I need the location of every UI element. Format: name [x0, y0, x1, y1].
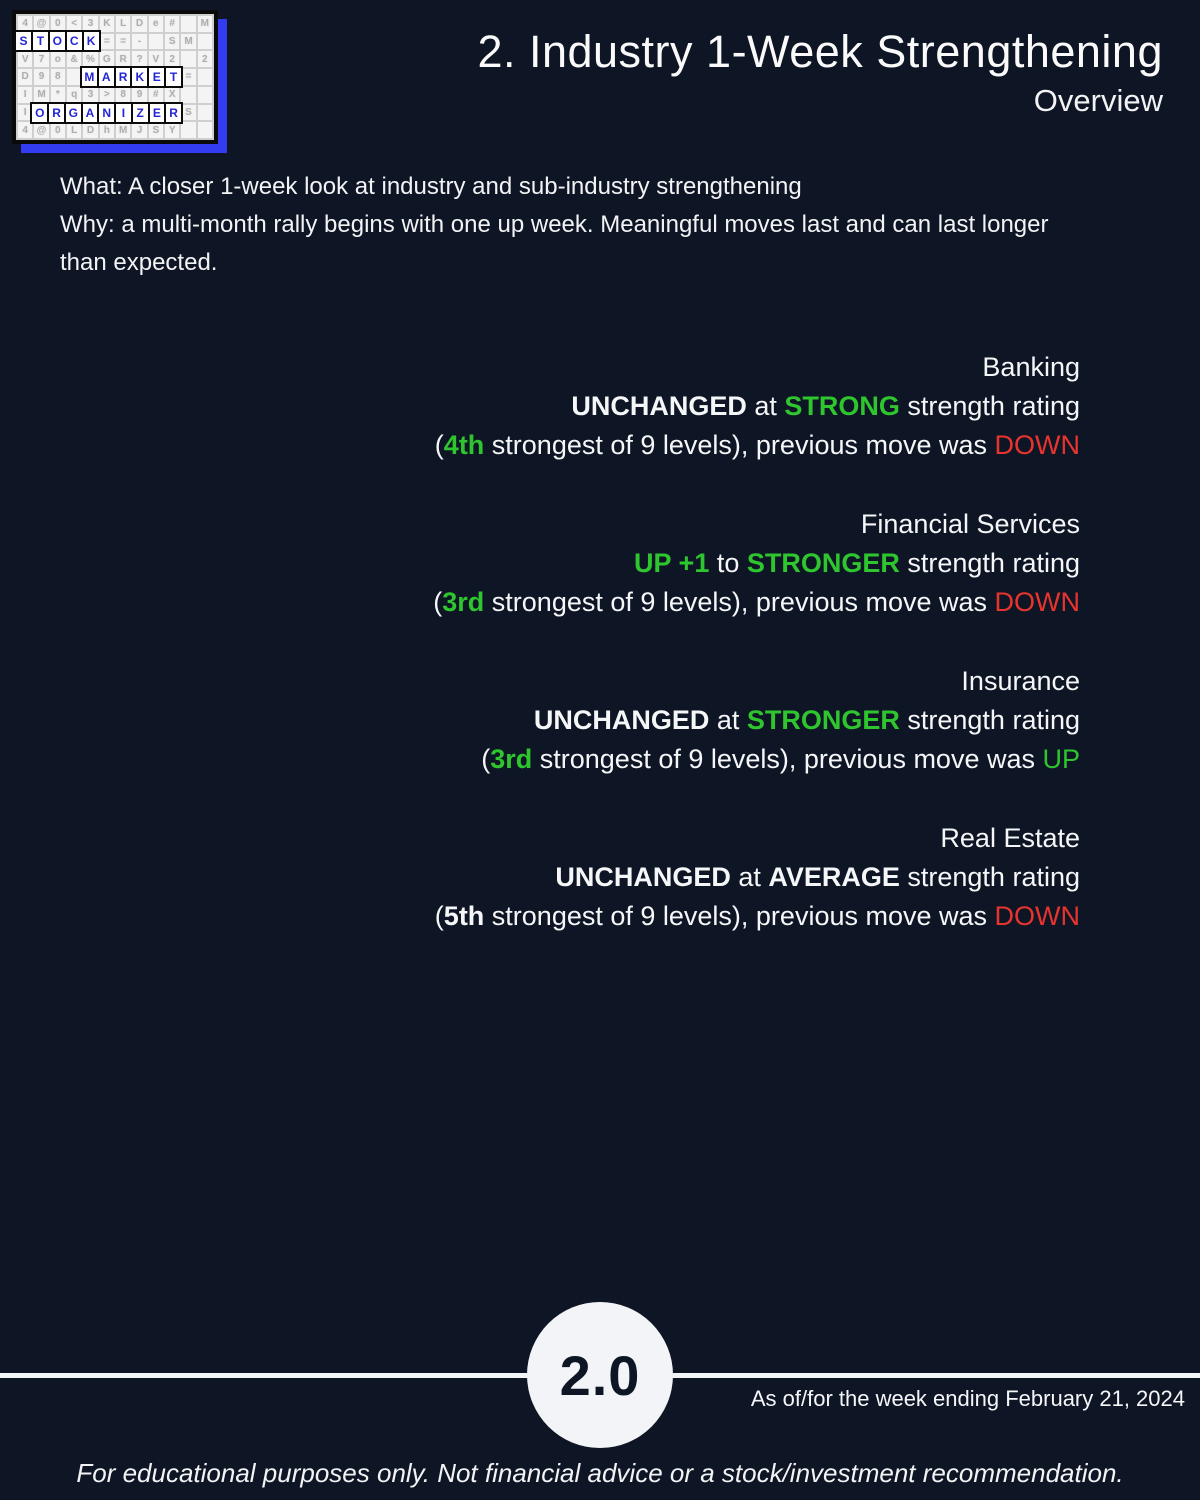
text-segment: strength rating	[899, 705, 1080, 735]
industry-name: Financial Services	[860, 509, 1080, 539]
text-segment: 3rd	[442, 587, 485, 617]
logo-grid-cell: =	[181, 69, 195, 85]
intro-why-line: Why: a multi-month rally begins with one up week. Meaningful moves last and can last longer than expected.	[60, 211, 1049, 276]
logo-grid-cell: M	[34, 87, 48, 103]
logo-letter: K	[132, 68, 147, 86]
text-segment: STRONGER	[746, 548, 900, 578]
industry-detail-line	[433, 426, 1080, 465]
logo-grid-cell: V	[149, 51, 163, 67]
version-badge	[527, 1302, 673, 1448]
logo-word-organizer	[30, 102, 183, 124]
logo-grid-cell: I	[18, 105, 32, 121]
logo-letter: R	[166, 104, 181, 122]
logo-grid-cell: 2	[165, 51, 179, 67]
logo-grid-cell: =	[100, 34, 114, 50]
logo-grid-cell: 4	[18, 122, 32, 138]
text-segment: DOWN	[994, 430, 1080, 460]
logo-grid-cell: R	[116, 51, 130, 67]
logo-letter: T	[33, 32, 48, 50]
logo-letter: Z	[133, 104, 148, 122]
logo-grid-cell: @	[34, 122, 48, 138]
text-segment: 5th	[443, 901, 485, 931]
logo-grid-cell	[181, 122, 195, 138]
logo-grid-cell: D	[18, 69, 32, 85]
logo-grid-cell: >	[100, 87, 114, 103]
text-segment: (	[434, 430, 444, 460]
logo-grid-cell	[149, 34, 163, 50]
text-segment: (	[481, 744, 491, 774]
industry-rating-line	[433, 858, 1080, 897]
logo-grid-cell: @	[34, 16, 48, 32]
logo-grid-cell: 9	[34, 69, 48, 85]
logo-grid-cell: 7	[34, 51, 48, 67]
logo-letter: I	[116, 104, 131, 122]
logo-grid-cell: %	[83, 51, 97, 67]
industry-rating-line	[433, 544, 1080, 583]
logo-letter: T	[166, 68, 181, 86]
text-segment: strength rating	[899, 391, 1080, 421]
logo-letter: K	[84, 32, 99, 50]
logo-word-stock	[14, 30, 101, 52]
industry-detail-line	[433, 583, 1080, 622]
as-of-date: As of/for the week ending February 21, 2024	[750, 1386, 1185, 1411]
logo-grid-cell: h	[100, 122, 114, 138]
logo-grid-cell: S	[181, 105, 195, 121]
logo-grid-cell: o	[51, 51, 65, 67]
logo-letter: S	[16, 32, 31, 50]
logo-grid-cell: X	[165, 87, 179, 103]
text-segment: UNCHANGED	[555, 862, 731, 892]
logo-grid-cell: Y	[165, 122, 179, 138]
text-segment: DOWN	[994, 901, 1080, 931]
logo-grid-cell: q	[67, 87, 81, 103]
logo-grid-cell: L	[67, 122, 81, 138]
logo-grid-cell: M	[181, 34, 195, 50]
logo-grid-cell: *	[51, 87, 65, 103]
logo-grid-cell: 8	[51, 69, 65, 85]
logo-grid-cell: I	[18, 87, 32, 103]
logo-grid-cell: D	[132, 16, 146, 32]
text-segment: to	[709, 548, 747, 578]
text-segment: STRONG	[784, 391, 900, 421]
logo-letter: E	[149, 68, 164, 86]
logo-grid-cell: 3	[83, 16, 97, 32]
text-segment: strength rating	[899, 548, 1080, 578]
logo-letter: M	[82, 68, 97, 86]
logo-grid-cell: 9	[132, 87, 146, 103]
logo-grid-cell: #	[149, 87, 163, 103]
logo-grid-cell: 0	[51, 122, 65, 138]
logo-grid-cell	[181, 51, 195, 67]
logo-grid-cell: 0	[51, 16, 65, 32]
text-segment: UNCHANGED	[571, 391, 747, 421]
logo-grid-cell: <	[67, 16, 81, 32]
intro-what-line: What: A closer 1-week look at industry and sub-industry strengthening	[60, 173, 802, 200]
logo-word-market	[80, 66, 183, 88]
logo-grid-cell: 3	[83, 87, 97, 103]
logo-grid-cell: -	[132, 34, 146, 50]
logo-grid-cell: ?	[132, 51, 146, 67]
logo-letter: R	[116, 68, 131, 86]
text-segment: at	[709, 705, 747, 735]
industry-name: Insurance	[961, 666, 1080, 696]
industry-detail-line	[433, 740, 1080, 779]
logo-grid-cell: #	[165, 16, 179, 32]
industry-name: Banking	[982, 352, 1080, 382]
logo-grid-cell	[198, 69, 212, 85]
logo-letter: G	[66, 104, 81, 122]
industry-rating-line	[433, 387, 1080, 426]
logo-crossword-grid	[16, 14, 214, 140]
industry-block-insurance	[433, 662, 1080, 779]
text-segment: UP +1	[634, 548, 710, 578]
logo-grid-cell: V	[18, 51, 32, 67]
stock-market-organizer-logo	[12, 10, 218, 144]
text-segment: strongest of 9 levels), previous move was	[484, 587, 995, 617]
industry-strength-list	[433, 348, 1080, 976]
logo-grid-cell: J	[132, 122, 146, 138]
logo-letter: O	[50, 32, 65, 50]
logo-grid-cell	[198, 122, 212, 138]
logo-letter: N	[99, 104, 114, 122]
logo-grid-cell: 2	[198, 51, 212, 67]
industry-block-real-estate	[433, 819, 1080, 936]
text-segment: UP	[1042, 744, 1080, 774]
header-titles	[477, 24, 1163, 122]
text-segment: strongest of 9 levels), previous move was	[484, 901, 995, 931]
logo-letter: C	[67, 32, 82, 50]
logo-grid-cell	[198, 105, 212, 121]
text-segment: at	[746, 391, 785, 421]
page-title: 2. Industry 1-Week Strengthening	[477, 26, 1163, 77]
logo-letter: R	[49, 104, 64, 122]
logo-letter: O	[32, 104, 47, 122]
logo-grid-cell: =	[116, 34, 130, 50]
logo-grid-cell: G	[100, 51, 114, 67]
text-segment: AVERAGE	[768, 862, 900, 892]
version-number: 2.0	[559, 1343, 641, 1407]
text-segment: 4th	[443, 430, 485, 460]
logo-grid-cell: M	[116, 122, 130, 138]
industry-rating-line	[433, 701, 1080, 740]
logo-letter: A	[83, 104, 98, 122]
logo-grid-cell: 8	[116, 87, 130, 103]
industry-name: Real Estate	[940, 823, 1080, 853]
logo-grid-cell: D	[83, 122, 97, 138]
industry-detail-line	[433, 897, 1080, 936]
logo-grid-cell: S	[165, 34, 179, 50]
logo-grid-cell: M	[198, 16, 212, 32]
industry-block-financial-services	[433, 505, 1080, 622]
page-subtitle: Overview	[1033, 83, 1163, 118]
logo-letter: A	[99, 68, 114, 86]
logo-grid-cell	[198, 34, 212, 50]
text-segment: (	[434, 901, 444, 931]
text-segment: strength rating	[899, 862, 1080, 892]
logo-grid-cell: &	[67, 51, 81, 67]
logo-letter: E	[150, 104, 165, 122]
text-segment: (	[433, 587, 443, 617]
text-segment: at	[730, 862, 769, 892]
intro-text	[60, 168, 1050, 282]
text-segment: strongest of 9 levels), previous move was	[484, 430, 995, 460]
industry-block-banking	[433, 348, 1080, 465]
logo-grid-cell: L	[116, 16, 130, 32]
text-segment: STRONGER	[746, 705, 900, 735]
logo-grid-cell	[181, 87, 195, 103]
text-segment: 3rd	[490, 744, 533, 774]
text-segment: UNCHANGED	[533, 705, 710, 735]
logo-grid-cell	[181, 16, 195, 32]
logo-grid-cell: e	[149, 16, 163, 32]
logo-grid-cell: 4	[18, 16, 32, 32]
disclaimer-text: For educational purposes only. Not financial advice or a stock/investment recommendation.	[76, 1458, 1124, 1488]
logo-grid-cell: K	[100, 16, 114, 32]
text-segment: strongest of 9 levels), previous move was	[532, 744, 1043, 774]
logo-grid-cell: S	[149, 122, 163, 138]
logo-grid-cell	[198, 87, 212, 103]
text-segment: DOWN	[994, 587, 1080, 617]
